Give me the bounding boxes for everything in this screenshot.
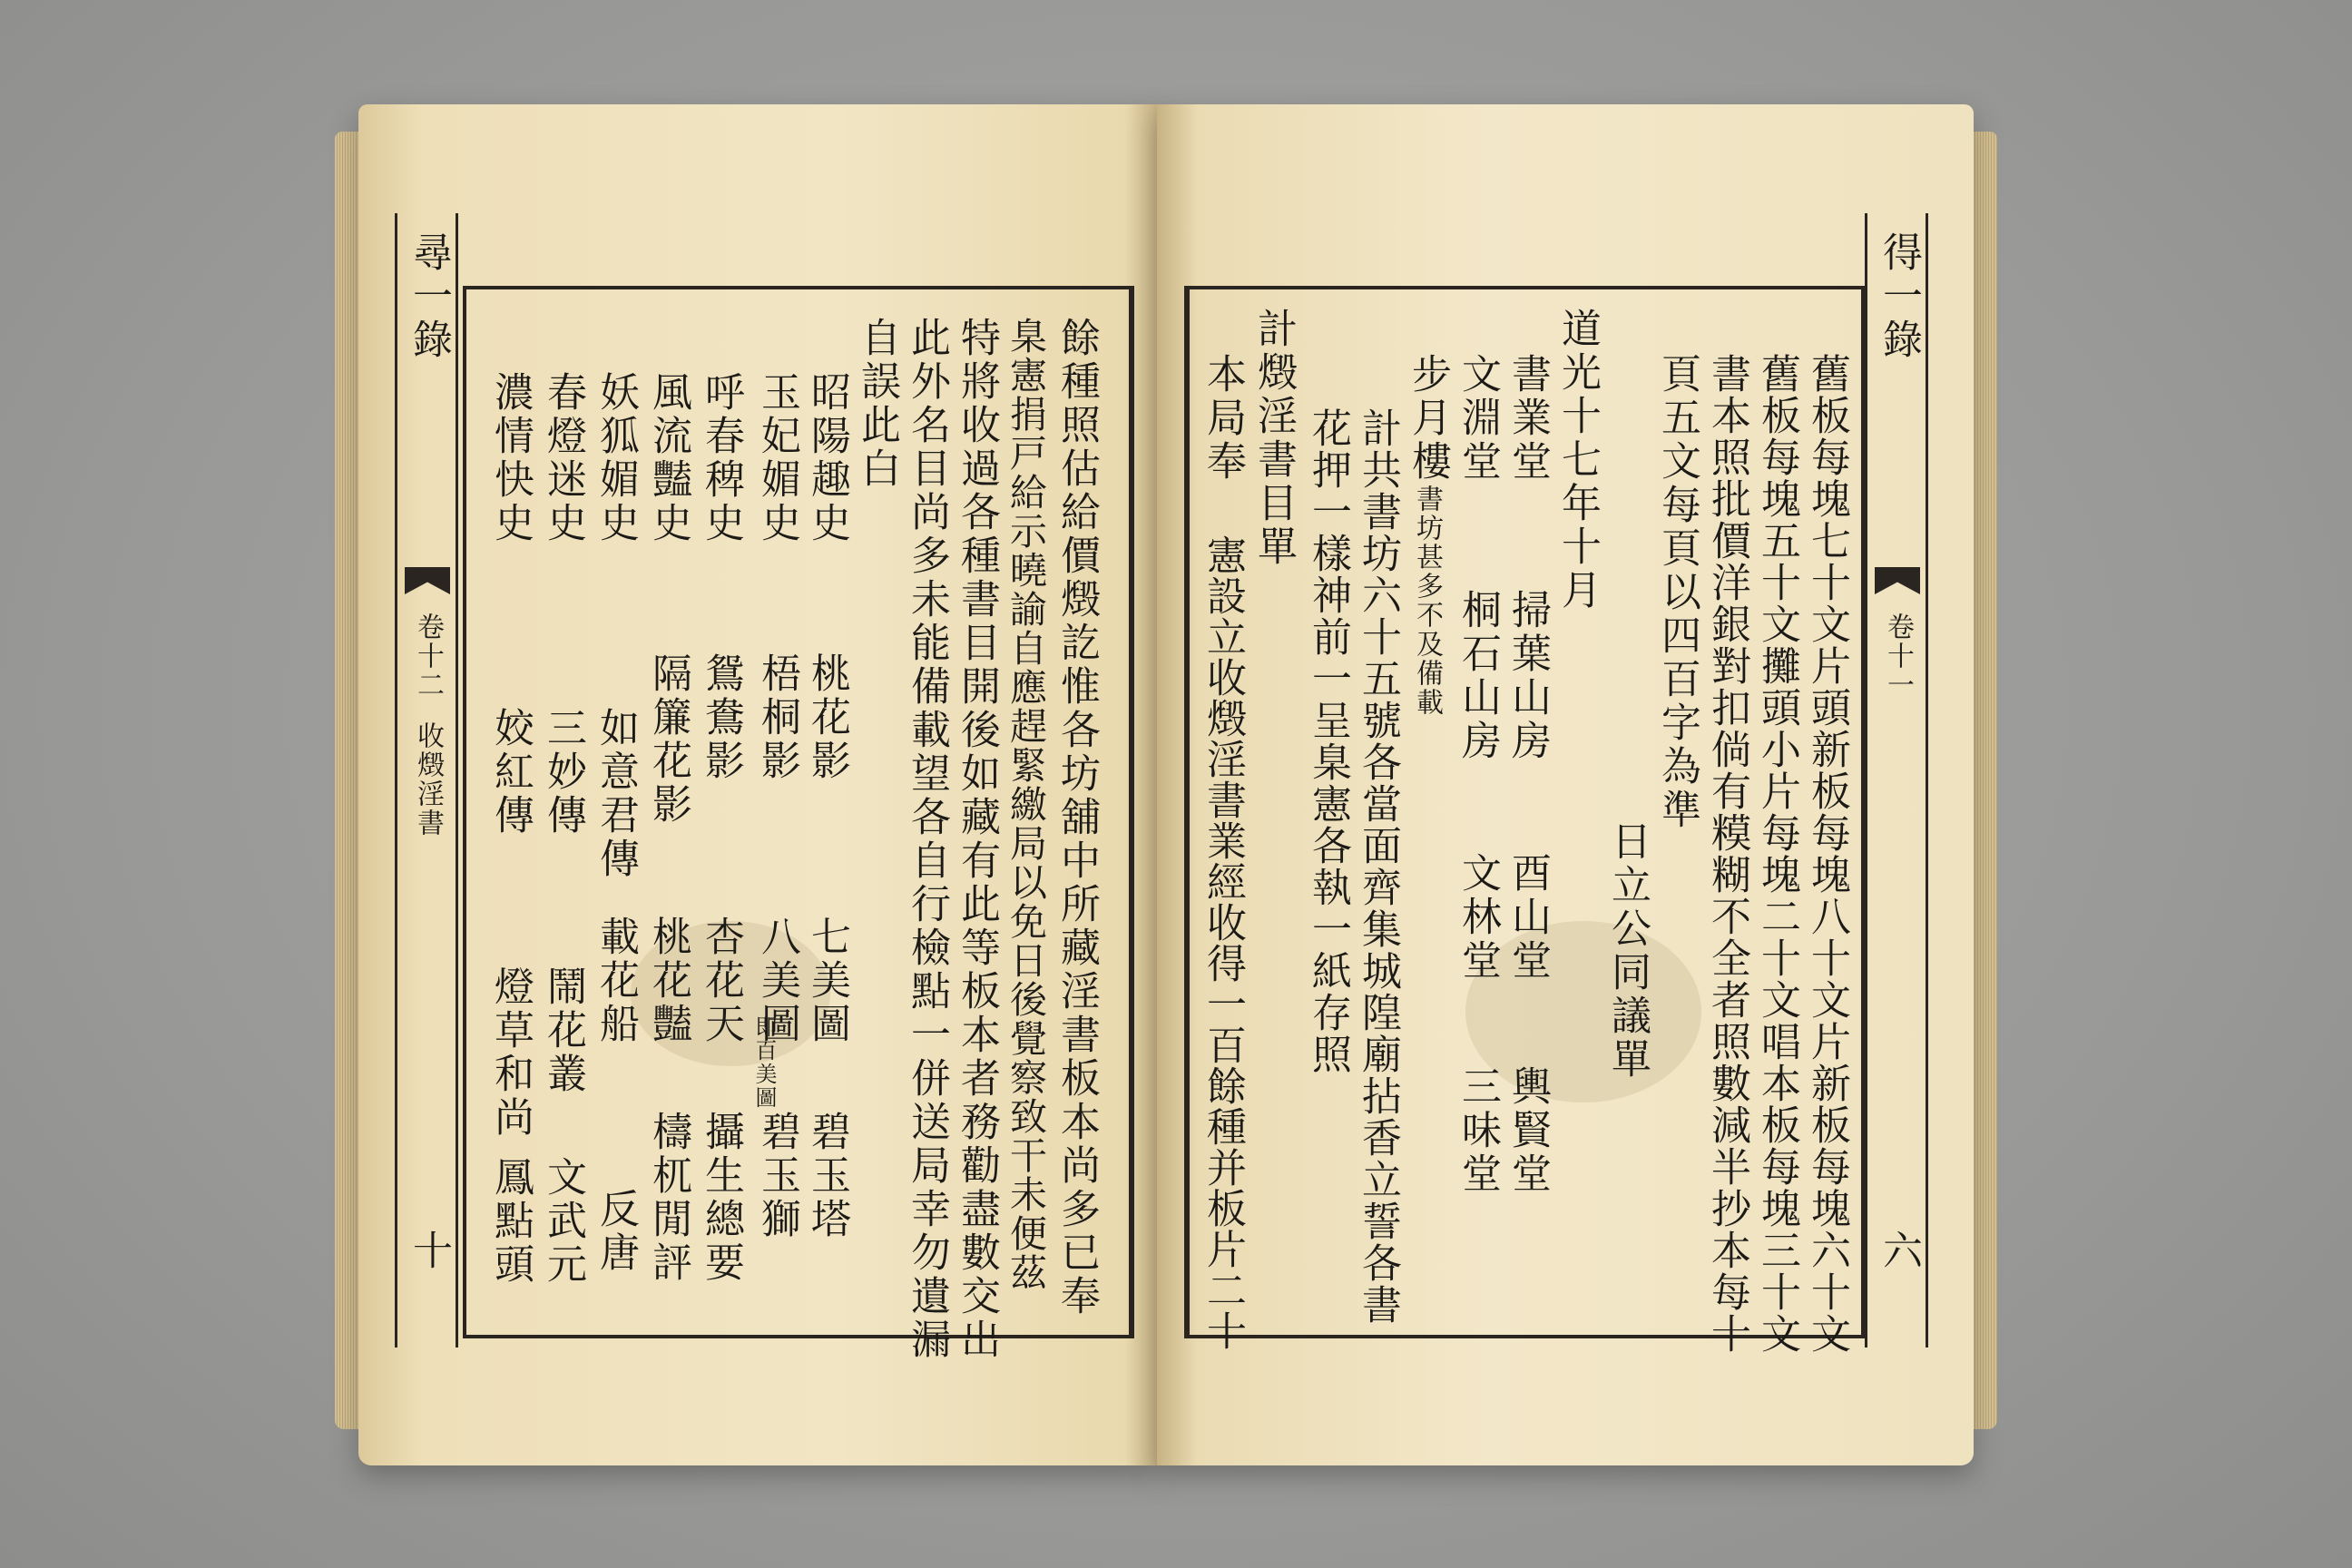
left-banxin <box>395 213 458 1348</box>
text-column: 本局奉 <box>1200 353 1246 484</box>
text-column: 臬憲捐戸給示曉諭自應趕緊繳局以免日後覺察致干未便茲 <box>1004 317 1047 1292</box>
text-column: 此外名目尚多未能備載望各自行檢點一併送局幸勿遺漏 <box>904 317 950 1362</box>
text-column: 憲設立收燬淫書業經收得一百餘種并板片二十 <box>1200 534 1246 1351</box>
text-column: 舊板每塊五十文攤頭小片每塊二十文唱本板每塊三十文 <box>1754 353 1800 1355</box>
bookshop-name: 掃葉山房 <box>1504 589 1551 763</box>
book-title-note: 即百美圖 <box>751 1015 777 1110</box>
bookshop-name: 桐石山房 <box>1455 589 1501 763</box>
bookshop-name: 書業堂 <box>1504 353 1551 484</box>
banxin-section: 收燬淫書 <box>412 721 444 838</box>
left-text-frame <box>463 286 1134 1362</box>
right-text-frame <box>1184 286 1865 1355</box>
text-column: 計共書坊六十五號各當面齊集城隍廟拈香立誓各書 <box>1355 407 1401 1326</box>
book-title: 濃情快史 <box>487 371 534 545</box>
text-column: 花押一樣神前一呈臬憲各執一紙存照 <box>1305 407 1351 1075</box>
text-column: 日立公同議單 <box>1604 820 1651 1082</box>
list-heading: 計燬淫書目單 <box>1250 308 1297 569</box>
text-column: 書本照批價洋銀對扣倘有糢糊不全者照數減半抄本每十 <box>1704 353 1750 1355</box>
book-title: 鳳點頭 <box>487 1156 534 1287</box>
book-title: 姣紅傳 <box>487 707 534 838</box>
book-title: 隔簾花影 <box>645 652 691 827</box>
book-title: 碧玉塔 <box>804 1111 850 1241</box>
open-book <box>358 104 1974 1465</box>
date-column: 道光十七年十月 <box>1554 308 1601 612</box>
banxin-juan: 卷十二 <box>412 612 444 700</box>
book-title: 攝生總要 <box>698 1111 744 1285</box>
book-title: 鬧花叢 <box>540 965 586 1096</box>
bookshop-name: 文淵堂 <box>1455 353 1501 484</box>
book-title: 桃花豔 <box>645 916 691 1046</box>
book-title: 杏花天 <box>698 916 744 1046</box>
bookshop-name: 輿賢堂 <box>1504 1065 1551 1196</box>
bookshop-name: 步月樓 <box>1405 353 1451 484</box>
bookshop-name: 文林堂 <box>1455 852 1501 983</box>
right-page-edges <box>1970 132 1997 1429</box>
text-column: 頁五文每頁以四百字為準 <box>1654 353 1700 832</box>
book-title: 反唐 <box>593 1188 639 1275</box>
book-title: 七美圖 <box>804 916 850 1046</box>
book-title: 玉妃媚史 <box>754 371 800 545</box>
bookshop-name: 酉山堂 <box>1504 852 1551 983</box>
book-title: 文武元 <box>540 1156 586 1287</box>
book-title: 碧玉獅 <box>754 1111 800 1241</box>
book-title: 昭陽趣史 <box>804 371 850 545</box>
bookshop-note: 書坊甚多不及備載 <box>1411 485 1443 717</box>
banxin-juan: 卷十一 <box>1882 612 1914 700</box>
book-title: 如意君傳 <box>593 707 639 881</box>
book-title: 檮杌閒評 <box>645 1111 691 1285</box>
book-title: 八美圖 <box>754 916 800 1046</box>
text-column: 自誤此白 <box>854 317 900 491</box>
book-title: 呼春稗史 <box>698 371 744 545</box>
banxin-folio: 十 <box>406 1230 452 1273</box>
banxin-folio: 六 <box>1876 1230 1922 1273</box>
book-title: 妖狐媚史 <box>593 371 639 545</box>
book-title: 春燈迷史 <box>540 371 586 545</box>
left-page <box>358 104 1157 1465</box>
fishtail-mark <box>1875 567 1920 594</box>
book-title: 鴛鴦影 <box>698 652 744 783</box>
right-banxin <box>1865 213 1928 1348</box>
book-title: 桃花影 <box>804 652 850 783</box>
book-title: 風流豔史 <box>645 371 691 545</box>
banxin-book-title: 得一錄 <box>1876 231 1922 362</box>
text-column: 特將收過各種書目開後如藏有此等板本者務勸盡數交出 <box>954 317 1000 1362</box>
book-title: 三妙傳 <box>540 707 586 838</box>
text-column: 餘種照估給價燬訖惟各坊舖中所藏淫書板本尚多已奉 <box>1054 317 1100 1318</box>
book-title: 載花船 <box>593 916 639 1046</box>
fishtail-mark <box>405 567 450 594</box>
right-page <box>1157 104 1974 1465</box>
bookshop-name: 三味堂 <box>1455 1065 1501 1196</box>
book-title: 梧桐影 <box>754 652 800 783</box>
book-title: 燈草和尚 <box>487 965 534 1140</box>
text-column: 舊板每塊七十文片頭新板每塊八十文片新板每塊六十文 <box>1804 353 1850 1355</box>
banxin-book-title: 尋一錄 <box>406 231 452 362</box>
